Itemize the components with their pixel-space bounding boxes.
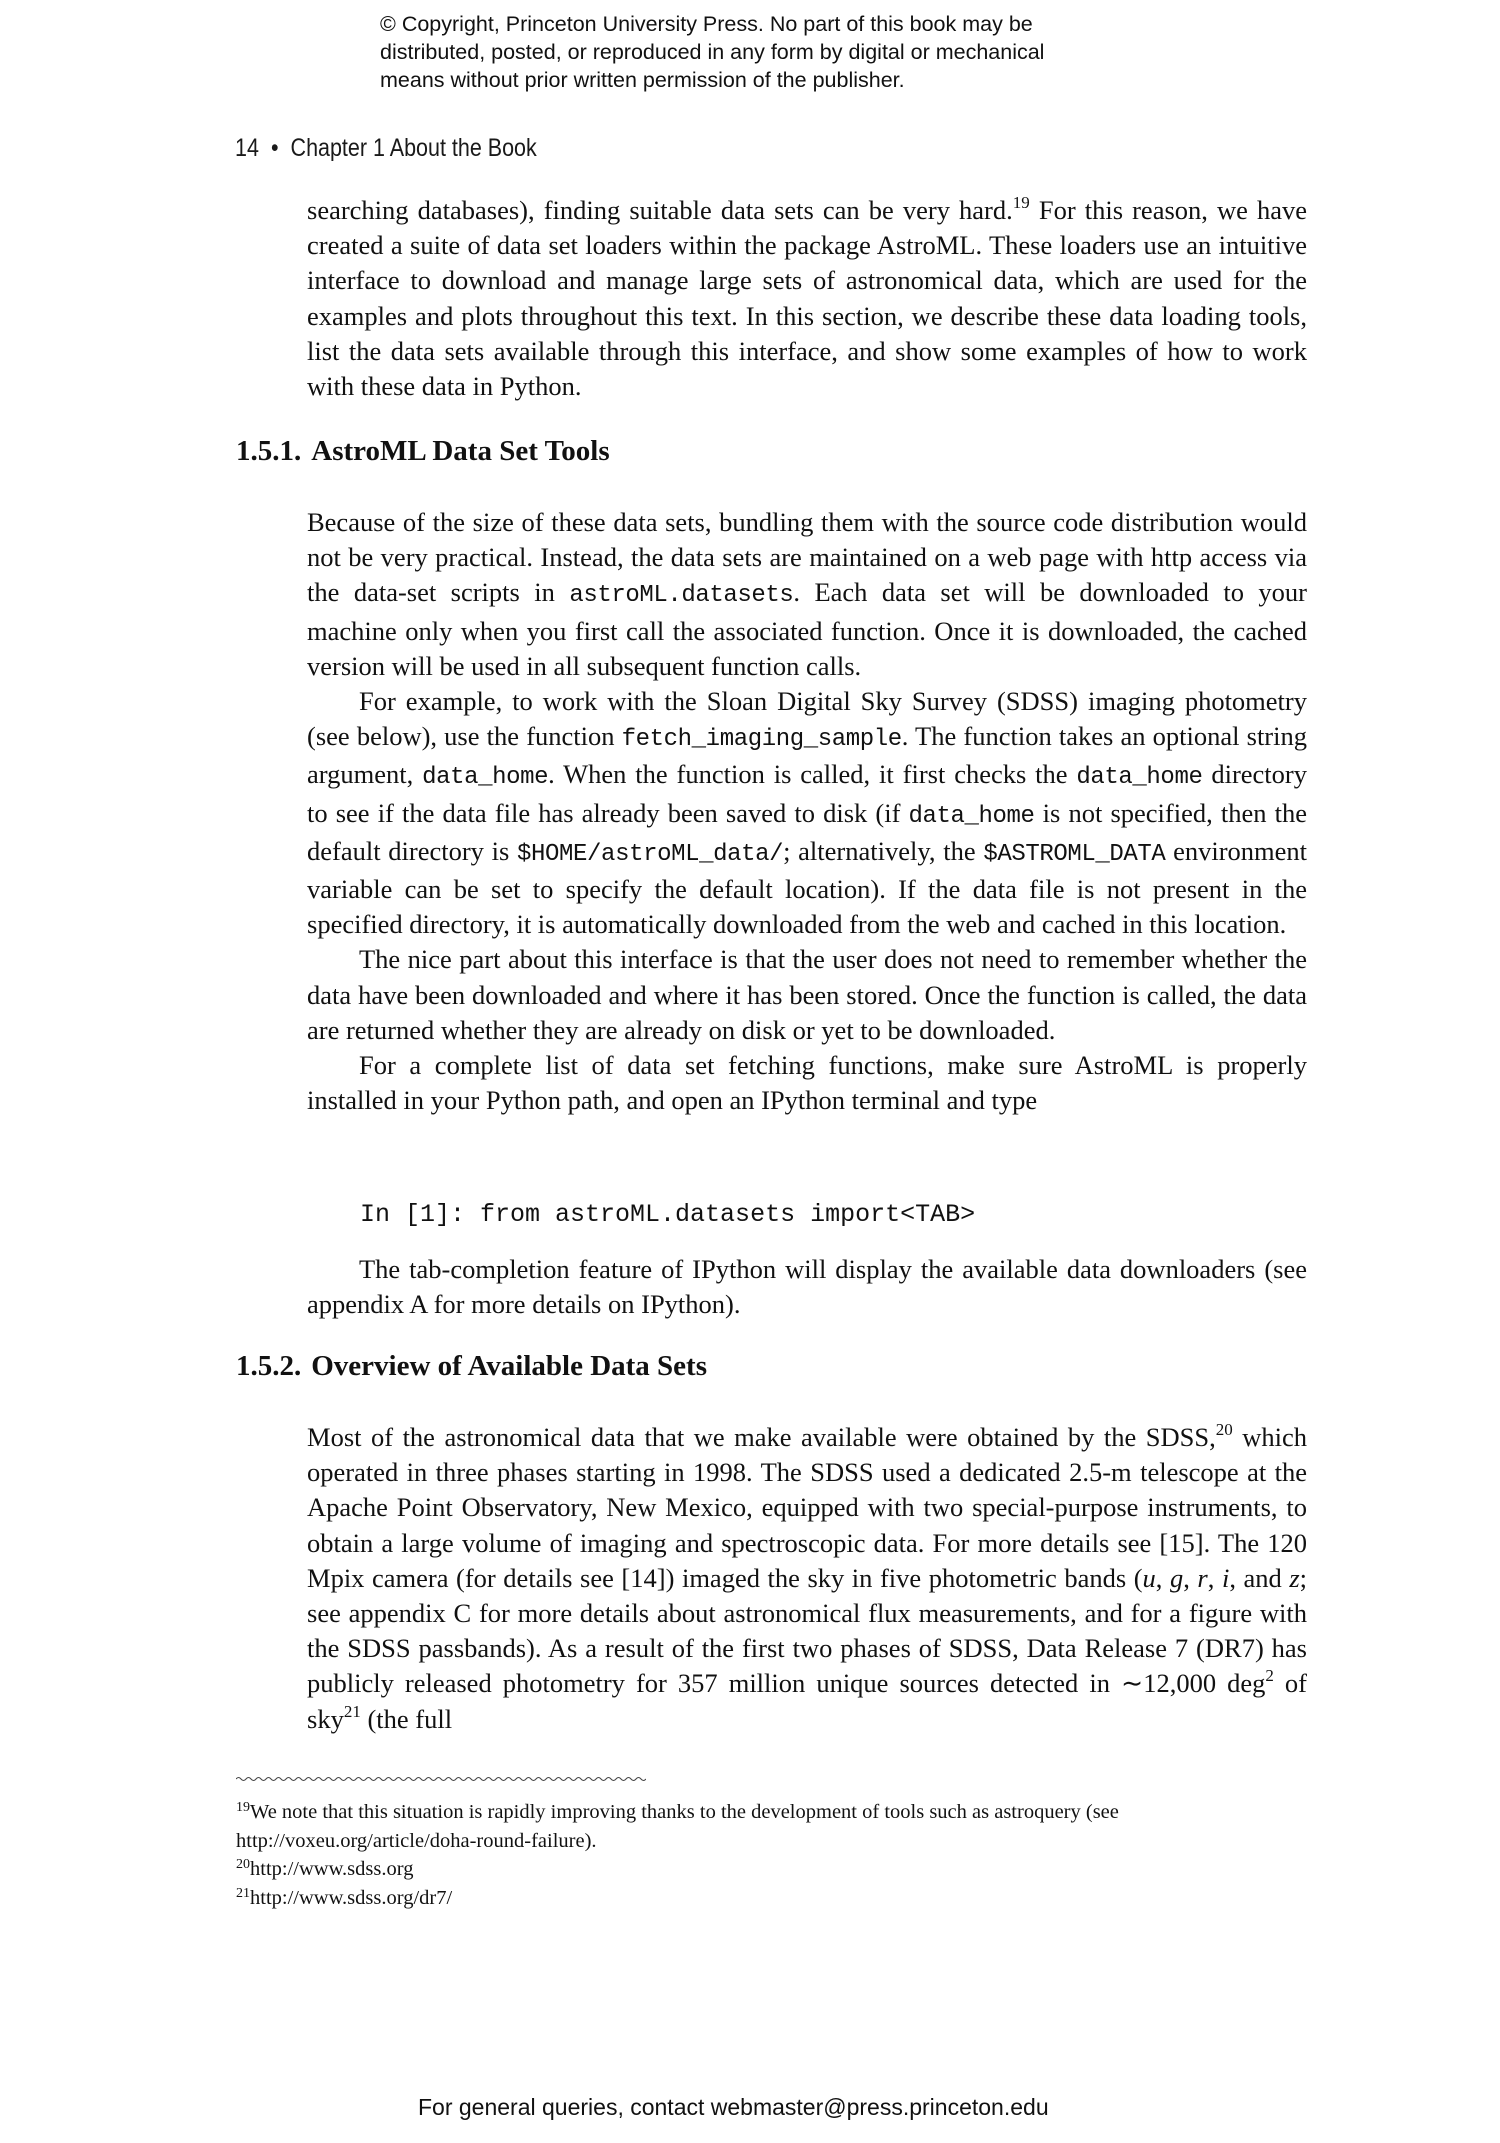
text-run: For example, to work with the Sloan Digital Sky Survey (SDSS) imaging photometry (see below), use the function [307,686,1307,752]
section-number: 1.5.1. [236,435,302,467]
text-run: is not specified, then the default directory is [307,797,1307,866]
band-r: r [1197,1562,1208,1593]
footnote-number: 19 [236,1800,250,1815]
footnote-link[interactable]: http://www.sdss.org/dr7/ [250,1886,453,1909]
paragraph [307,505,1307,684]
text-run: (the full [360,1703,453,1734]
chapter-title: Chapter 1 About the Book [290,134,537,162]
footnote-number: 20 [236,1857,250,1872]
text-run: of sky [307,1668,1307,1734]
inline-code: data_home [908,802,1035,830]
inline-code: fetch_imaging_sample [621,726,902,754]
text-run: ; alternatively, the [783,835,984,866]
superscript-squared: 2 [1265,1666,1274,1686]
inline-code: $ASTROML_DATA [983,840,1166,868]
footnote-number: 21 [236,1885,250,1901]
band-g: g [1169,1562,1184,1593]
footnote-ref-20[interactable]: 20 [1215,1420,1233,1439]
section-2-body [307,1420,1307,1737]
copyright-line: distributed, posted, or reproduced in any form by digital or mechanical [380,40,1045,64]
inline-code: data_home [1076,764,1203,792]
text-run: Most of the astronomical data that we make available were obtained by the SDSS, [307,1422,1216,1452]
intro-paragraph [307,193,1307,404]
text-run: environment variable can be set to specify the default location). If the data file is not present in the specified directory, it is automatically downloaded from the web and cached in this location. [307,835,1308,940]
footnote-19 [236,1798,1311,1855]
footnotes [236,1798,1311,1912]
band-i: i [1221,1562,1230,1593]
footnote-ref-19[interactable]: 19 [1012,193,1030,212]
text-run: , and [1229,1562,1290,1593]
footnote-ref-21[interactable]: 21 [343,1701,361,1721]
inline-code: $HOME/astroML_data/ [517,840,784,868]
band-z: z [1289,1562,1300,1593]
text-run: directory to see if the data file has already been saved to disk (if [307,759,1307,828]
running-head [235,134,537,163]
section-title: Overview of Available Data Sets [311,1350,707,1382]
section-1-body [307,505,1307,1118]
text-run: . Each data set will be downloaded to your machine only when you first call the associated function. Once it is downloaded, the cached version will be used in all subsequent function calls. [307,577,1307,681]
copyright-line: means without prior written permission of the publisher. [380,68,905,92]
inline-code: astroML.datasets [569,582,794,610]
page-number: 14 [235,134,259,162]
paragraph: For a complete list of data set fetching functions, make sure AstroML is properly installed in your Python path, and open an IPython terminal and type [307,1050,1307,1116]
text-run: . The function takes an optional string argument, [307,721,1307,790]
section-heading-1-5-1 [236,435,610,468]
footnote-text: We note that this situation is rapidly improving thanks to the development of tools such as astroquery (see http://voxeu.org/article/doha-round-failure). [236,1801,1119,1852]
paragraph: The nice part about this interface is that the user does not need to remember whether the data have been downloaded and where it has been stored. Once the function is called, the data are returned whether they are already on disk or yet to be downloaded. [307,944,1307,1045]
bullet-separator: • [270,134,279,162]
code-example: In [1]: from astroML.datasets import<TAB> [360,1200,976,1229]
text-run: For this reason, we have created a suite of data set loaders within the package AstroML. These loaders use an intuitive interface to download and manage large sets of astronomical data, which are used for the examples and plots throughout this text. In this section, we describe these data loading tools, list the data sets available through this interface, and show some examples of how to work with these data in Python. [307,195,1307,402]
footnote-20 [236,1855,1311,1884]
paragraph: The tab-completion feature of IPython will display the available data downloaders (see appendix A for more details on IPython). [307,1254,1307,1320]
footnote-link[interactable]: http://www.sdss.org [250,1858,414,1880]
paragraph [307,684,1307,942]
text-run: Because of the size of these data sets, bundling them with the source code distribution would not be very practical. Instead, the data sets are maintained on a web page with http access via the data-set scripts in [307,507,1307,608]
footnote-wavy-rule [236,1776,646,1782]
footnote-21 [236,1884,1311,1913]
copyright-line: © Copyright, Princeton University Press. No part of this book may be [380,12,1033,36]
section-number: 1.5.2. [236,1350,302,1382]
text-run: which operated in three phases starting in 1998. The SDSS used a dedicated 2.5-m telescope at the Apache Point Observatory, New Mexico, equipped with two special-purpose instruments, to obtain a large volume of imaging and spectroscopic data. For more details see [15]. The 120 Mpix camera (for details see [14]) imaged the sky in five photometric bands ( [307,1422,1307,1593]
inline-code: data_home [422,764,549,792]
band-u: u [1142,1562,1156,1593]
intro-paragraph-block [307,193,1307,404]
footer-contact: For general queries, contact webmaster@press.princeton.edu [418,2094,1049,2120]
text-run: . When the function is called, it first checks the [548,759,1077,790]
section-title: AstroML Data Set Tools [311,435,610,467]
text-run: ; see appendix C for more details about astronomical flux measurements, and for a figure with the SDSS passbands). As a result of the first two phases of SDSS, Data Release 7 (DR7) has publicly released photometry for 357 million unique sources detected in ∼12,000 deg [307,1562,1308,1699]
paragraph: Most of the astronomical data that we make available were obtained by the SDSS,$^{20}$ which operated in three phases starting in 1998. The SDSS used a dedicated 2.5-m telescope at the Apache Point Observatory, New Mexico, equipped with two special-purpose instruments, to obtain a large volume of imaging and spectroscopic data. For more details see [15]. The 120 Mpix camera (for details see [14]) imaged the sky in five photometric bands (u, g, r, i, and z; see appendix C for more details about astronomical flux measurements, and for a figure with the SDSS passbands). As a result of the first two phases of SDSS, Data Release 7 (DR7) has publicly released photometry for 357 million unique sources detected in ∼12,000 deg$^2$ of sky$^{21}$ (the full [307,1420,1308,1734]
text-run: searching databases), finding suitable data sets can be very hard. [307,195,1013,225]
section-heading-1-5-2 [236,1350,707,1383]
copyright-notice [380,10,1160,94]
section-1-closing [307,1252,1307,1322]
